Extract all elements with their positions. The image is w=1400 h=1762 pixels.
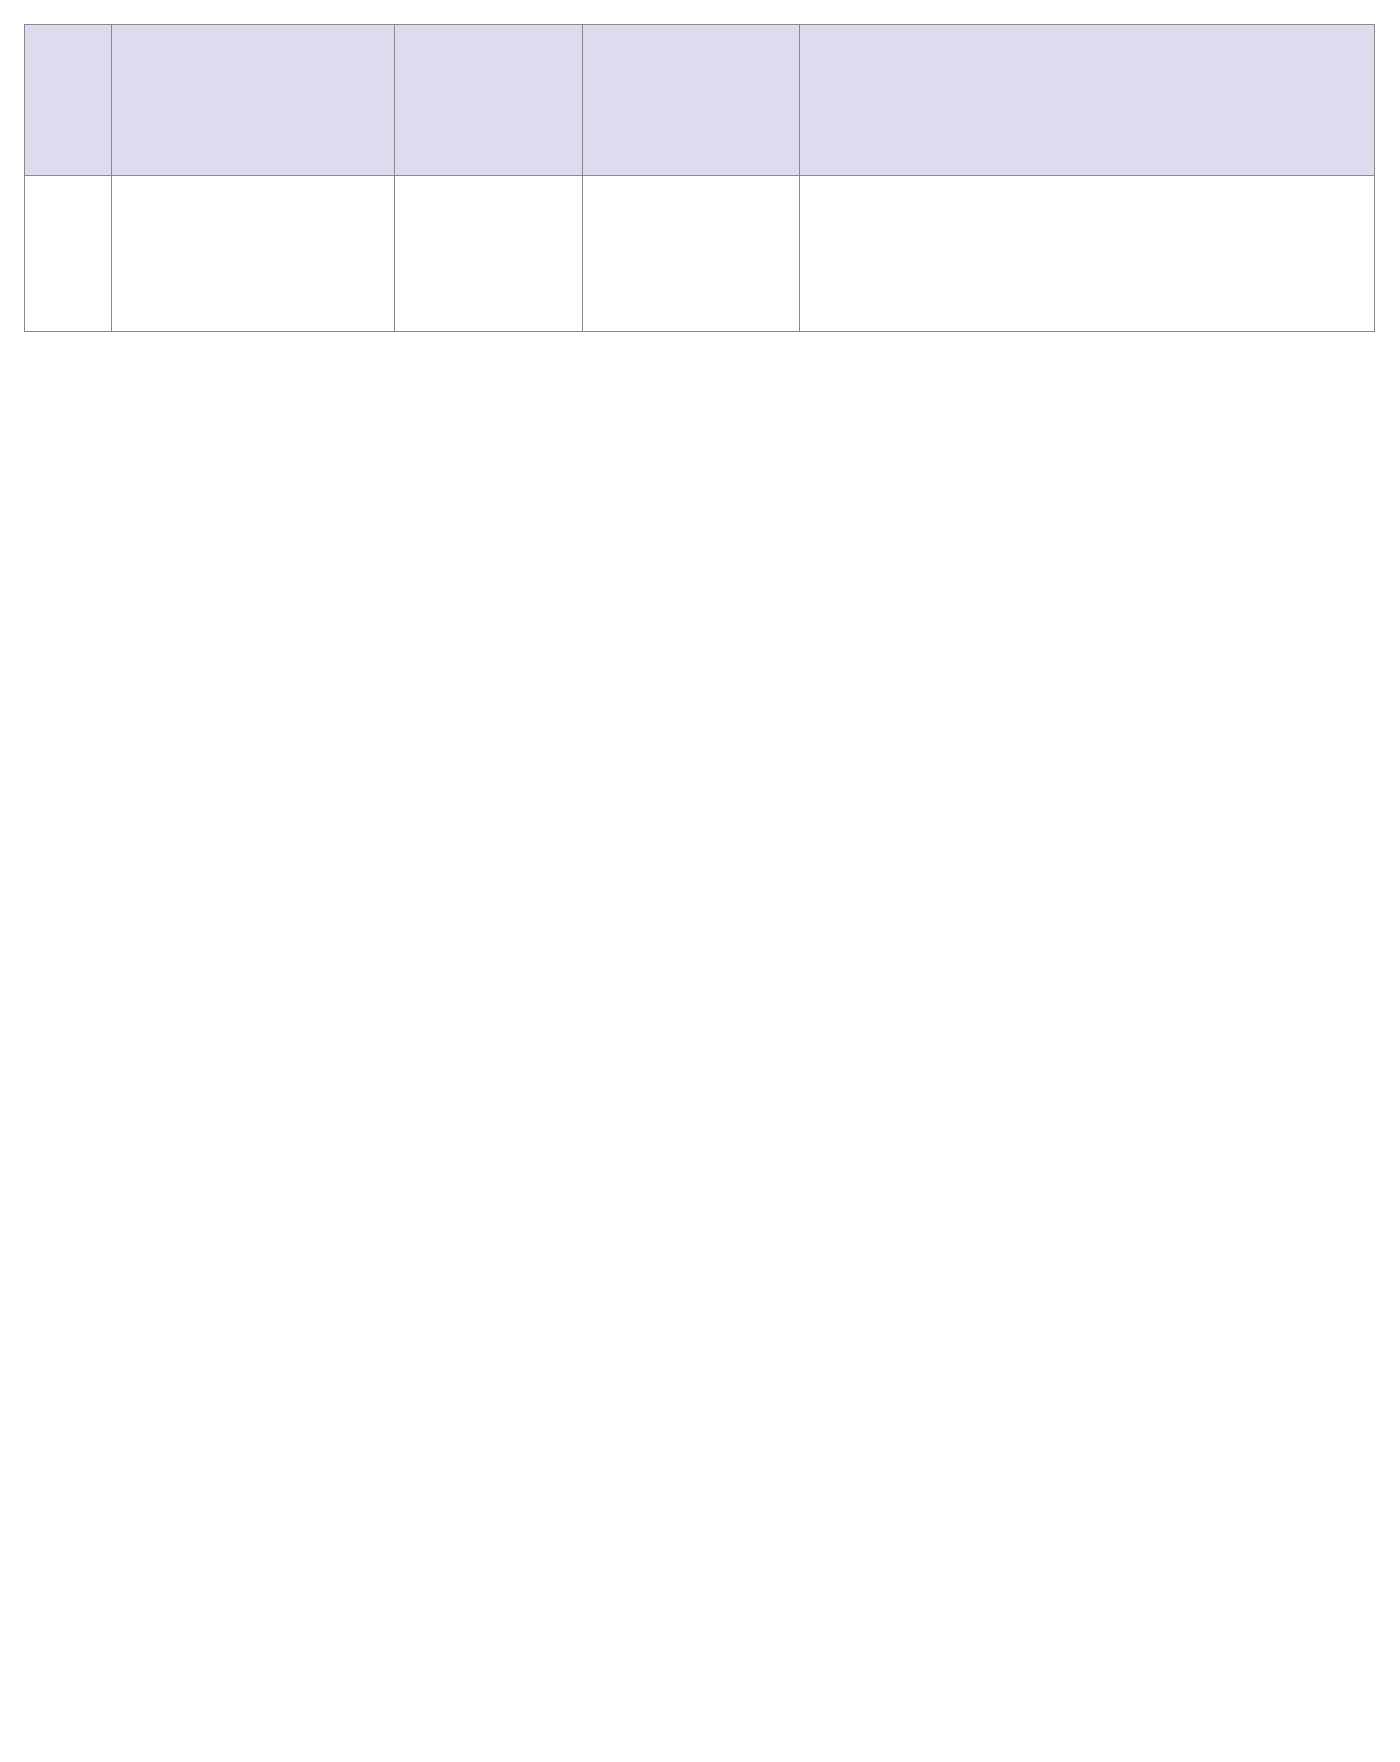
contact-chart-cell <box>112 176 395 332</box>
switch-code <box>25 176 112 332</box>
header-row <box>25 25 1375 176</box>
header-code <box>25 25 112 176</box>
header-equivalent <box>395 25 583 176</box>
header-instruction <box>800 25 1375 176</box>
equivalent-switch-cell <box>395 176 583 332</box>
instruction-cell <box>800 176 1375 332</box>
switch-code-table <box>24 24 1375 332</box>
header-rotary <box>583 25 800 176</box>
rotary-position-cell <box>583 176 800 332</box>
table-row <box>25 176 1375 332</box>
header-chart <box>112 25 395 176</box>
